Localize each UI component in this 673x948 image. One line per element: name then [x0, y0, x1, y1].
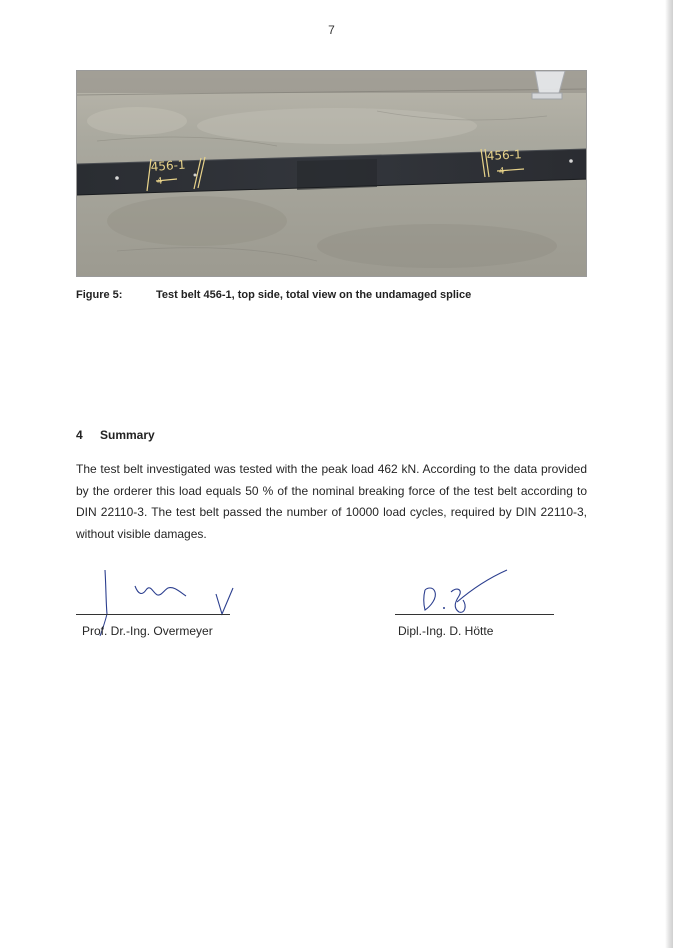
signature-line-left: [76, 614, 230, 615]
section-number: 4: [76, 428, 83, 442]
signature-line-right: [395, 614, 554, 615]
signatory-name-right: Dipl.-Ing. D. Hötte: [398, 624, 494, 638]
page-edge-shadow: [665, 0, 673, 948]
handwritten-signature-right: [415, 568, 525, 618]
page-number: 7: [328, 23, 335, 37]
photo-sub-marking-right: 4: [498, 166, 505, 177]
caption-label: Figure 5:: [76, 289, 123, 301]
photo-marking-right: 456-1: [486, 147, 522, 163]
belt-photo-illustration: [77, 71, 587, 277]
figure-photo: [76, 70, 587, 277]
photo-sub-marking-left: 4: [156, 176, 163, 187]
summary-paragraph: The test belt investigated was tested with the peak load 462 kN. According to the data provided by the orderer this load equals 50 % of the nominal breaking force of the test belt according to DIN 22110-3. The test belt passed the number of 10000 load cycles, required by DIN 22110-3, without visible damages.: [76, 462, 587, 541]
photo-marking-left: 456-1: [150, 157, 186, 174]
signatory-name-left: Prof. Dr.-Ing. Overmeyer: [82, 624, 213, 638]
section-title: Summary: [100, 428, 155, 442]
caption-text: Test belt 456-1, top side, total view on the undamaged splice: [156, 289, 472, 301]
